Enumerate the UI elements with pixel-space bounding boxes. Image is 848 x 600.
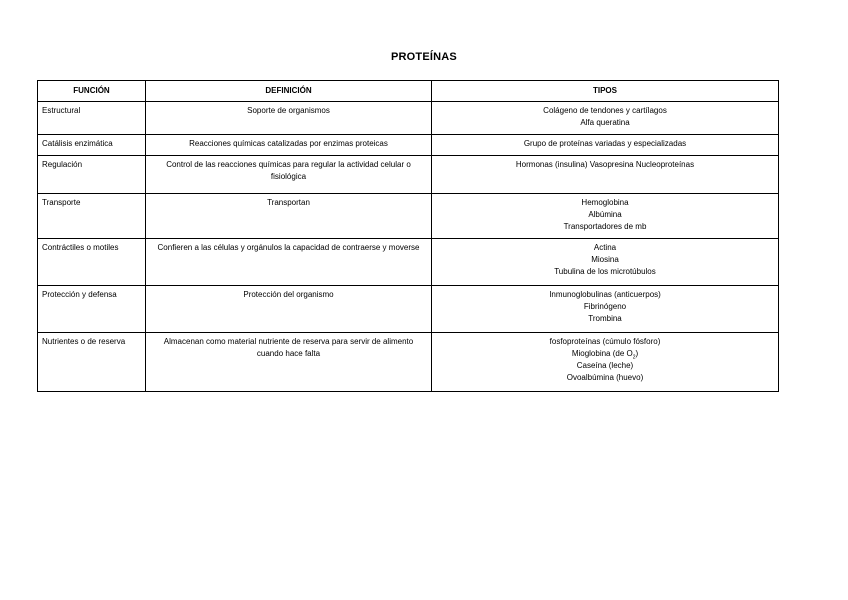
header-definicion: DEFINICIÓN — [146, 81, 432, 102]
tipo-item: Actina — [593, 243, 617, 252]
tipo-item-text: Mioglobina (de O — [571, 349, 633, 358]
table-row — [38, 135, 779, 156]
table-header-row — [38, 81, 779, 102]
header-funcion: FUNCIÓN — [38, 81, 146, 102]
cell-tipos — [432, 102, 779, 135]
cell-definicion: Almacenan como material nutriente de reserva para servir de alimento cuando hace falta — [146, 333, 432, 392]
cell-tipos — [432, 239, 779, 286]
table-row — [38, 333, 779, 392]
tipo-item: Hormonas (insulina) Vasopresina Nucleoproteínas — [515, 160, 695, 169]
cell-definicion: Soporte de organismos — [146, 102, 432, 135]
tipo-item: Inmunoglobulinas (anticuerpos) — [549, 290, 661, 299]
cell-definicion: Transportan — [146, 194, 432, 239]
cell-tipos — [432, 333, 779, 392]
cell-definicion: Reacciones químicas catalizadas por enzimas proteicas — [146, 135, 432, 156]
subscript-oxygen: 2 — [632, 354, 636, 361]
proteins-table — [37, 80, 779, 392]
header-tipos: TIPOS — [432, 81, 779, 102]
cell-definicion: Confieren a las células y orgánulos la capacidad de contraerse y moverse — [146, 239, 432, 286]
page-title: PROTEÍNAS — [391, 51, 457, 63]
tipo-item: Tubulina de los microtúbulos — [554, 267, 656, 276]
cell-tipos — [432, 194, 779, 239]
tipo-item: Caseína (leche) — [576, 361, 634, 370]
cell-tipos — [432, 135, 779, 156]
tipo-item-mioglobina — [436, 348, 774, 360]
cell-funcion: Transporte — [38, 194, 146, 239]
cell-tipos — [432, 286, 779, 333]
tipo-item: Trombina — [588, 314, 622, 323]
cell-funcion: Protección y defensa — [38, 286, 146, 333]
tipo-item: Hemoglobina — [581, 198, 629, 207]
tipo-item-suffix: ) — [635, 349, 639, 358]
tipo-item: Alfa queratina — [580, 118, 630, 127]
table-row — [38, 102, 779, 135]
table-row — [38, 156, 779, 194]
table-row — [38, 239, 779, 286]
table-row — [38, 194, 779, 239]
cell-funcion: Nutrientes o de reserva — [38, 333, 146, 392]
cell-tipos — [432, 156, 779, 194]
tipo-item: Miosina — [591, 255, 619, 264]
tipo-item: Ovoalbúmina (huevo) — [566, 373, 644, 382]
tipo-item: fosfoproteínas (cúmulo fósforo) — [549, 337, 661, 346]
cell-definicion: Protección del organismo — [146, 286, 432, 333]
table-row — [38, 286, 779, 333]
tipo-item: Colágeno de tendones y cartílagos — [543, 106, 667, 115]
cell-funcion: Estructural — [38, 102, 146, 135]
cell-funcion: Catálisis enzimática — [38, 135, 146, 156]
cell-funcion: Contráctiles o motiles — [38, 239, 146, 286]
cell-funcion: Regulación — [38, 156, 146, 194]
tipo-item: Albúmina — [588, 210, 622, 219]
tipo-item: Grupo de proteínas variadas y especializadas — [523, 139, 687, 148]
tipo-item: Transportadores de mb — [563, 222, 647, 231]
cell-definicion: Control de las reacciones químicas para regular la actividad celular o fisiológica — [146, 156, 432, 194]
tipo-item: Fibrinógeno — [583, 302, 627, 311]
